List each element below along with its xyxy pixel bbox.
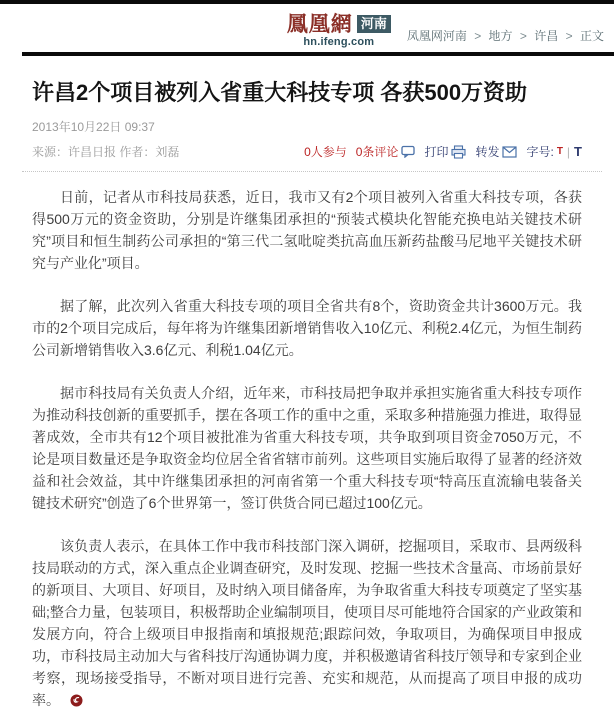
- article-body: [0, 172, 614, 711]
- forward-button[interactable]: 转发: [475, 143, 517, 160]
- logo-brand-text: 鳳凰網: [286, 11, 353, 36]
- header-divider-line: [22, 52, 614, 56]
- article-paragraph: 据市科技局有关负责人介绍，近年来，市科技局把争取并承担实施省重大科技专项作为推动科技创新的重要抓手，摆在各项工作的重中之重，采取多种措施强力推进，取得显著成效，全市共有12个项目被批准为省重大科技专项，共争取到项目资金7050万元，不论是项目数量还是争取资金均位居全省省辖市前列。这些项目实施后取得了显著的经济效益和社会效益，其中许继集团承担的河南省第一个重大科技专项“特高压直流输电装备关键技术研究”创造了6个世界第一，签订供货合同已超过100亿元。: [32, 385, 582, 511]
- breadcrumb: [407, 27, 604, 44]
- article-toolbar: [304, 143, 582, 160]
- print-button[interactable]: 打印: [424, 143, 466, 160]
- article-title: 许昌2个项目被列入省重大科技专项 各获500万资助: [32, 80, 528, 105]
- envelope-icon: [502, 146, 517, 158]
- page-header: [0, 4, 614, 52]
- breadcrumb-item-current: 正文: [579, 29, 604, 43]
- comments-link[interactable]: 0条评论: [356, 143, 416, 160]
- breadcrumb-separator: >: [565, 29, 573, 43]
- ifeng-henan-logo[interactable]: [287, 13, 391, 48]
- logo-region-badge: 河南: [357, 15, 391, 33]
- font-size-control[interactable]: 字号: T | T: [526, 144, 582, 159]
- article-paragraph: 据了解，此次列入省重大科技专项的项目全省共有8个，资助资金共计3600万元。我市的2个项目完成后，每年将为许继集团新增销售收入10亿元、利税2.4亿元，为恒生制药公司新增销售收入3.6亿元、利税1.04亿元。: [32, 298, 582, 358]
- article-source-author: 来源：许昌日报 作者：刘磊: [32, 145, 180, 159]
- printer-icon: [451, 145, 466, 159]
- logo-domain-text: hn.ifeng.com: [303, 36, 375, 48]
- font-smaller-button[interactable]: T: [556, 146, 563, 157]
- breadcrumb-separator: >: [474, 29, 482, 43]
- article-date: 2013年10月22日 09:37: [32, 120, 155, 134]
- article-meta-row: [32, 143, 582, 160]
- comment-bubble-icon: [401, 145, 415, 158]
- article-paragraph: 该负责人表示，在具体工作中我市科技部门深入调研，挖掘项目，采取市、县两级科技局联动的方式，深入重点企业调查研究，及时发现、挖掘一些技术含量高、市场前景好的新项目、大项目、好项目，及时纳入项目储备库，为争取省重大科技专项奠定了坚实基础;整合力量，包装项目，积极帮助企业编制项目，使项目尽可能地符合国家的产业政策和发展方向，符合上级项目申报指南和填报规范;跟踪问效，争取项目，为确保项目申报成功，市科技局主动加大与省科技厅沟通协调力度，并积极邀请省科技厅领导和专家到企业考察，现场接受指导，不断对项目进行完善、充实和规范，从而提高了项目申报的成功率。: [32, 538, 582, 708]
- breadcrumb-item-region[interactable]: 地方: [488, 29, 513, 43]
- breadcrumb-item-city[interactable]: 许昌: [534, 29, 559, 43]
- phoenix-end-of-article-icon: [70, 694, 83, 707]
- breadcrumb-item-home[interactable]: 凤凰网河南: [406, 29, 467, 43]
- breadcrumb-separator: >: [519, 29, 527, 43]
- font-larger-button[interactable]: T: [574, 144, 582, 159]
- participants-link[interactable]: 0人参与: [304, 145, 347, 159]
- article-paragraph: 日前，记者从市科技局获悉，近日，我市又有2个项目被列入省重大科技专项，各获得500万元的资金资助，分别是许继集团承担的“预装式模块化智能充换电站关键技术研究”项目和恒生制药公司承担的“第三代二氢吡啶类抗高血压新药盐酸马尼地平关键技术研究与产业化”项目。: [32, 189, 582, 271]
